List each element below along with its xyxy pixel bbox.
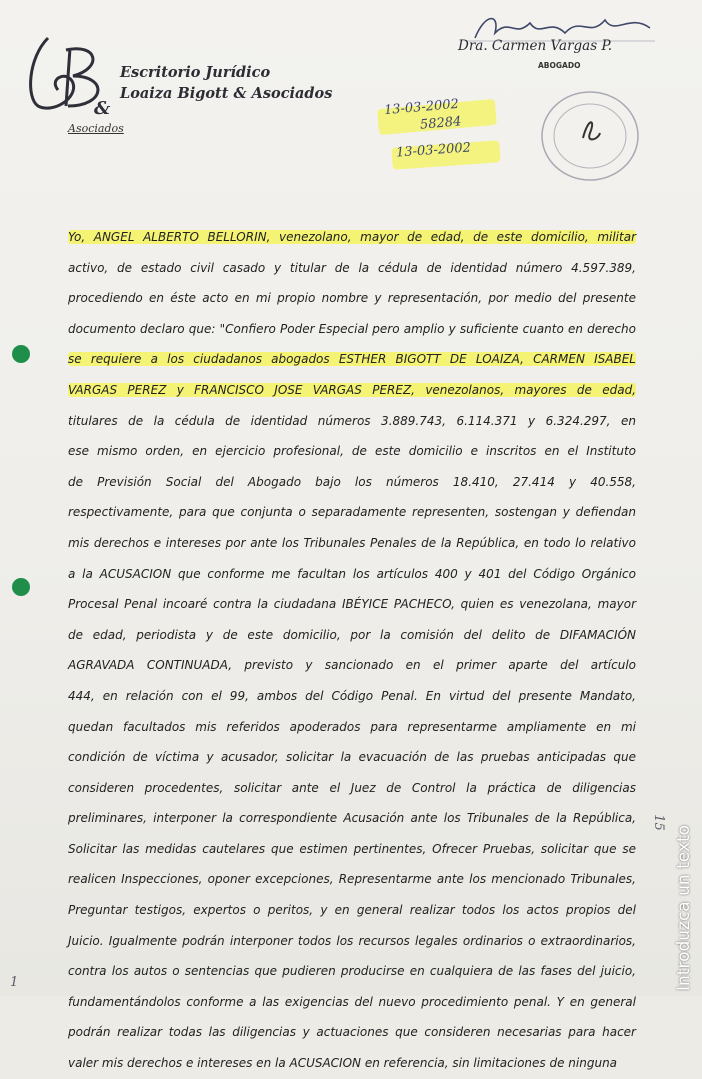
body-line: ese mismo orden, en ejercicio profesional, de este domicilio e inscritos en el Instituto xyxy=(68,444,636,459)
body-line: consideren procedentes, solicitar ante el Juez de Control la práctica de diligencias xyxy=(68,780,636,795)
official-stamp xyxy=(528,78,648,188)
body-line: valer mis derechos e intereses en la ACUSACION en referencia, sin limitaciones de ninguna xyxy=(68,1056,618,1071)
body-line: 444, en relación con el 99, ambos del Código Penal. En virtud del presente Mandato, xyxy=(68,688,636,703)
body-line-text: Yo, ANGEL ALBERTO BELLORIN, venezolano, mayor de edad, de este domicilio, militar xyxy=(68,230,636,244)
body-line-text: VARGAS PEREZ y FRANCISCO JOSE VARGAS PEREZ, venezolanos, mayores de edad, xyxy=(68,382,636,397)
body-line: mis derechos e intereses por ante los Tribunales Penales de la República, en todo lo relativo xyxy=(68,535,636,550)
body-line: de edad, periodista y de este domicilio, por la comisión del delito de DIFAMACIÓN xyxy=(68,627,636,642)
body-line: fundamentándolos conforme a las exigencias del nuevo procedimiento penal. Y en general xyxy=(68,994,636,1009)
margin-page-number: 15 xyxy=(650,814,666,831)
firm-logo xyxy=(18,28,128,128)
body-line: podrán realizar todas las diligencias y actuaciones que consideren necesarias para hacer xyxy=(68,1025,636,1040)
punch-hole-bottom xyxy=(12,578,30,596)
body-line: contra los autos o sentencias que pudieren producirse en cualquiera de las fases del juicio, xyxy=(68,964,636,979)
firm-name xyxy=(120,62,332,104)
handwritten-date-2: 13-03-2002 xyxy=(395,140,472,161)
body-line xyxy=(68,375,636,406)
body-line: de Previsión Social del Abogado bajo los números 18.410, 27.414 y 40.558, xyxy=(68,474,636,489)
svg-text:&: & xyxy=(94,98,111,119)
body-line xyxy=(68,344,636,375)
body-line: condición de víctima y acusador, solicitar la evacuación de las pruebas anticipadas que xyxy=(68,750,636,765)
lawyer-name: Dra. Carmen Vargas P. xyxy=(458,38,613,54)
body-line: AGRAVADA CONTINUADA, previsto y sancionado en el primer aparte del artículo xyxy=(68,658,636,673)
body-line: titulares de la cédula de identidad números 3.889.743, 6.114.371 y 6.324.297, en xyxy=(68,413,636,428)
body-line: Procesal Penal incoaré contra la ciudadana IBÉYICE PACHECO, quien es venezolana, mayor xyxy=(68,597,636,612)
body-line: respectivamente, para que conjunta o separadamente representen, sostengan y defiendan xyxy=(68,505,636,520)
body-line: realicen Inspecciones, oponer excepciones, Representarme ante los mencionado Tribunales, xyxy=(68,872,636,887)
punch-hole-top xyxy=(12,345,30,363)
body-line: preliminares, interponer la correspondiente Acusación ante los Tribunales de la República, xyxy=(68,811,636,826)
handwritten-date-1: 13-03-2002 xyxy=(383,96,460,119)
body-line: Solicitar las medidas cautelares que estimen pertinentes, Ofrecer Pruebas, solicitar que se xyxy=(68,841,636,856)
text-input-overlay[interactable]: Introduzca un texto xyxy=(674,824,694,991)
lawyer-title: ABOGADO xyxy=(538,61,581,70)
body-line: Juicio. Igualmente podrán interponer todos los recursos legales ordinarios o extraordinarios, xyxy=(68,933,636,948)
body-line: documento declaro que: "Confiero Poder Especial pero amplio y suficiente cuanto en derecho xyxy=(68,321,636,336)
margin-bottom-mark: 1 xyxy=(10,975,19,990)
body-line: Preguntar testigos, expertos o peritos, y en general realizar todos los actos propios del xyxy=(68,903,636,918)
body-line: procediendo en éste acto en mi propio nombre y representación, por medio del presente xyxy=(68,291,636,306)
handwritten-number: 58284 xyxy=(419,114,462,133)
body-line-text: se requiere a los ciudadanos abogados ESTHER BIGOTT DE LOAIZA, CARMEN ISABEL xyxy=(68,352,636,367)
logo-caption: Asociados xyxy=(68,122,124,135)
firm-name-line1: Escritorio Jurídico xyxy=(120,64,271,81)
firm-name-line2: Loaiza Bigott & Asociados xyxy=(120,85,333,102)
body-line: activo, de estado civil casado y titular de la cédula de identidad número 4.597.389, xyxy=(68,260,636,275)
body-line: a la ACUSACION que conforme me facultan los artículos 400 y 401 del Código Orgánico xyxy=(68,566,636,581)
document-body xyxy=(68,222,636,1079)
body-line xyxy=(68,222,636,253)
body-line: quedan facultados mis referidos apoderados para representarme ampliamente en mi xyxy=(68,719,636,734)
